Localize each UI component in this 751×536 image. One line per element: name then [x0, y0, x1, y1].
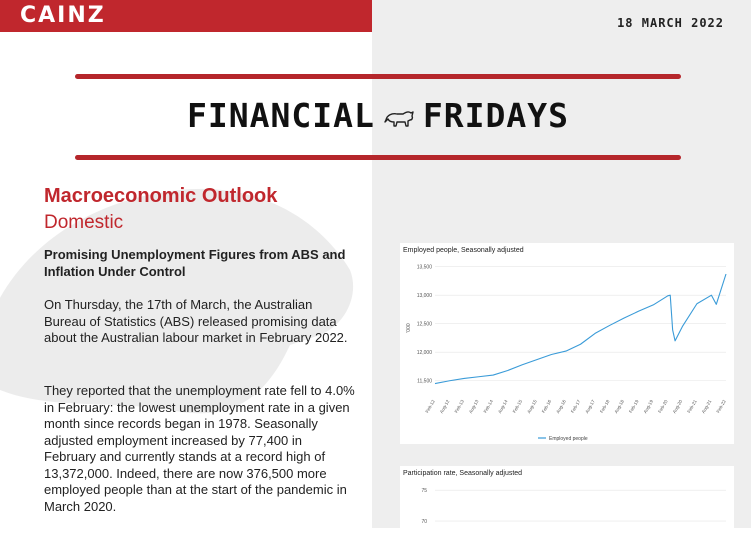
x-tick-label: Aug-14	[497, 399, 509, 415]
x-tick-label: Aug-20	[671, 399, 684, 415]
y-tick-label: 11,500	[417, 378, 432, 385]
x-tick-label: Feb-14	[482, 399, 495, 414]
x-tick-label: Feb-15	[511, 399, 524, 414]
y-tick-label: 75	[421, 488, 427, 495]
x-tick-label: Feb-12	[424, 399, 436, 414]
x-tick-label: Aug-15	[526, 399, 538, 415]
article-headline: Promising Unemployment Figures from ABS and Inflation Under Control	[44, 247, 346, 279]
y-tick-label: 13,000	[416, 293, 432, 300]
chart-title: Employed people, Seasonally adjusted	[403, 247, 524, 254]
bull-icon	[383, 106, 415, 130]
section-title: Macroeconomic Outlook	[44, 185, 278, 207]
chart-title: Participation rate, Seasonally adjusted	[403, 470, 523, 477]
article-paragraph: They reported that the unemployment rate fell to 4.0% in February: the lowest unemployment rate in a given month since records began in 1978. Seasonally adjusted employment increased by 77,400 in February and currently stands at a record high of 13,372,000. Indeed, there are now 376,500 more employed people than at the start of the pandemic in March 2020.	[44, 383, 355, 514]
x-tick-label: Feb-19	[628, 399, 640, 414]
masthead-left: FINANCIAL	[187, 96, 375, 135]
y-tick-label: 12,500	[416, 321, 432, 328]
series-line-employed	[435, 274, 726, 384]
y-axis-label: '000	[406, 323, 412, 333]
x-tick-label: Aug-21	[700, 399, 713, 415]
y-tick-label: 12,000	[416, 350, 432, 357]
employed-chart-svg	[400, 243, 734, 444]
x-tick-label: Aug-16	[555, 399, 567, 415]
x-tick-label: Aug-13	[467, 399, 480, 415]
article-paragraph: On Thursday, the 17th of March, the Australian Bureau of Statistics (ABS) released promising data about the Australian labour market in February 2022.	[44, 297, 348, 345]
participation-chart-svg	[400, 466, 734, 536]
x-tick-label: Feb-22	[715, 399, 727, 414]
brand-bar	[0, 0, 372, 32]
x-tick-label: Aug-19	[642, 399, 655, 415]
employed-people-chart	[400, 243, 734, 444]
x-tick-label: Feb-16	[540, 399, 553, 414]
brand-logo: CAINZ	[20, 3, 106, 28]
masthead-rule-bottom	[75, 155, 681, 160]
y-tick-label: 70	[421, 519, 427, 526]
x-tick-label: Feb-18	[599, 399, 611, 414]
masthead-rule-top	[75, 74, 681, 79]
y-tick-label: 13,500	[416, 264, 432, 271]
x-tick-label: Feb-17	[569, 399, 582, 414]
x-tick-label: Feb-21	[686, 399, 698, 414]
x-tick-label: Aug-12	[438, 399, 451, 415]
x-tick-label: Aug-18	[613, 399, 626, 415]
x-tick-label: Aug-17	[584, 399, 596, 415]
issue-date: 18 MARCH 2022	[617, 16, 724, 30]
masthead-right: FRIDAYS	[422, 96, 569, 135]
masthead	[75, 96, 681, 135]
x-tick-label: Feb-13	[453, 399, 465, 414]
legend-label: Employed people	[549, 436, 588, 442]
participation-rate-chart	[400, 466, 734, 536]
section-subtitle: Domestic	[44, 212, 124, 233]
x-tick-label: Feb-20	[657, 399, 669, 414]
